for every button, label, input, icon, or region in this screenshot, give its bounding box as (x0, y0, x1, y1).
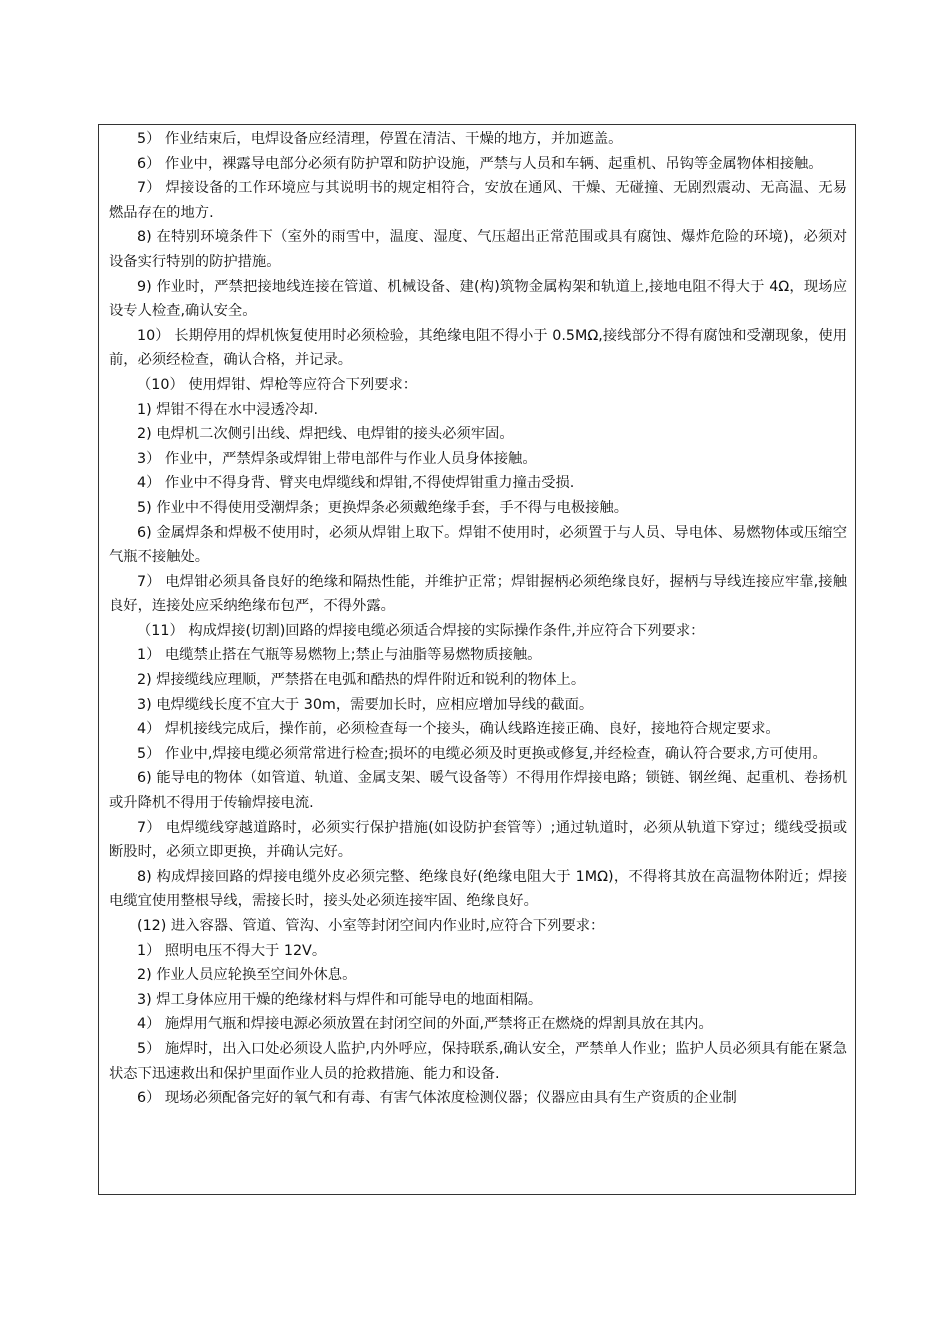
paragraph: 6） 作业中，裸露导电部分必须有防护罩和防护设施，严禁与人员和车辆、起重机、吊钩等金属物体相接触。 (137, 155, 823, 172)
paragraph: 7） 焊接设备的工作环境应与其说明书的规定相符合，安放在通风、干燥、无碰撞、无剧烈震动、无高温、无易燃品存在的地方. (109, 180, 847, 221)
paragraph: 8) 构成焊接回路的焊接电缆外皮必须完整、绝缘良好(绝缘电阻大于 1MΩ)，不得将其放在高温物体附近；焊接电缆宜使用整根导线，需接长时，接头处必须连接牢固、绝缘良好。 (109, 868, 847, 910)
paragraph: 1) 焊钳不得在水中浸透冷却. (137, 401, 319, 418)
paragraph: 4） 施焊用气瓶和焊接电源必须放置在封闭空间的外面,严禁将正在燃烧的焊割具放在其内。 (137, 1016, 713, 1033)
paragraph: 5） 作业中,焊接电缆必须常常进行检查;损坏的电缆必须及时更换或修复,并经检查，确认符合要求,方可使用。 (137, 745, 827, 762)
section-heading: (12) 进入容器、管道、管沟、小室等封闭空间内作业时,应符合下列要求： (137, 918, 605, 934)
paragraph: 5） 作业结束后，电焊设备应经清理，停置在清洁、干燥的地方，并加遮盖。 (137, 131, 623, 147)
paragraph: 5） 施焊时，出入口处必须设人监护,内外呼应，保持联系,确认安全，严禁单人作业；监护人员必须具有能在紧急状态下迅速救出和保护里面作业人员的抢救措施、能力和设备. (109, 1040, 847, 1082)
paragraph: 2) 焊接缆线应理顺，严禁搭在电弧和酷热的焊件附近和锐利的物体上。 (137, 672, 586, 689)
paragraph: 7） 电焊钳必须具备良好的绝缘和隔热性能，并维护正常；焊钳握柄必须绝缘良好，握柄与导线连接应牢靠,接触良好，连接处应采纳绝缘布包严，不得外露。 (109, 573, 847, 615)
paragraph: 3) 焊工身体应用干燥的绝缘材料与焊件和可能导电的地面相隔。 (137, 991, 543, 1008)
paragraph: 1） 照明电压不得大于 12V。 (137, 942, 327, 959)
paragraph: 2) 作业人员应轮换至空间外休息。 (137, 967, 357, 984)
paragraph: 6) 能导电的物体（如管道、轨道、金属支架、暖气设备等）不得用作焊接电路；锁链、钢丝绳、起重机、卷扬机或升降机不得用于传输焊接电流. (109, 770, 847, 812)
paragraph: 10） 长期停用的焊机恢复使用时必须检验，其绝缘电阻不得小于 0.5MΩ,接线部分不得有腐蚀和受潮现象，使用前，必须经检查，确认合格，并记录。 (109, 327, 847, 369)
paragraph: 8) 在特别环境条件下（室外的雨雪中，温度、湿度、气压超出正常范围或具有腐蚀、爆炸危险的环境)，必须对设备实行特别的防护措施。 (109, 229, 847, 270)
document-frame (98, 124, 856, 1195)
paragraph: 4） 作业中不得身背、臂夹电焊缆线和焊钳,不得使焊钳重力撞击受损. (137, 475, 575, 492)
paragraph: 1） 电缆禁止搭在气瓶等易燃物上;禁止与油脂等易燃物质接触。 (137, 647, 542, 664)
section-heading: （11） 构成焊接(切割)回路的焊接电缆必须适合焊接的实际操作条件,并应符合下列要求： (137, 622, 705, 639)
paragraph: 7） 电焊缆线穿越道路时，必须实行保护措施(如设防护套管等）;通过轨道时，必须从轨道下穿过；缆线受损或断股时，必须立即更换，并确认完好。 (109, 819, 847, 861)
section-heading: （10） 使用焊钳、焊枪等应符合下列要求： (137, 376, 418, 393)
paragraph: 4） 焊机接线完成后，操作前，必须检查每一个接头，确认线路连接正确、良好，接地符合规定要求。 (137, 721, 780, 738)
paragraph: 2) 电焊机二次侧引出线、焊把线、电焊钳的接头必须牢固。 (137, 426, 514, 443)
paragraph: 3） 作业中，严禁焊条或焊钳上带电部件与作业人员身体接触。 (137, 450, 537, 467)
paragraph: 3) 电焊缆线长度不宜大于 30m，需要加长时，应相应增加导线的截面。 (137, 696, 594, 713)
paragraph: 6） 现场必须配备完好的氧气和有毒、有害气体浓度检测仪器；仪器应由具有生产资质的企业制 (137, 1090, 737, 1107)
paragraph: 5) 作业中不得使用受潮焊条；更换焊条必须戴绝缘手套，手不得与电极接触。 (137, 499, 629, 516)
paragraph: 9) 作业时，严禁把接地线连接在管道、机械设备、建(构)筑物金属构架和轨道上,接地电阻不得大于 4Ω，现场应设专人检查,确认安全。 (109, 278, 847, 320)
paragraph: 6) 金属焊条和焊极不使用时，必须从焊钳上取下。焊钳不使用时，必须置于与人员、导电体、易燃物体或压缩空气瓶不接触处。 (109, 524, 847, 566)
